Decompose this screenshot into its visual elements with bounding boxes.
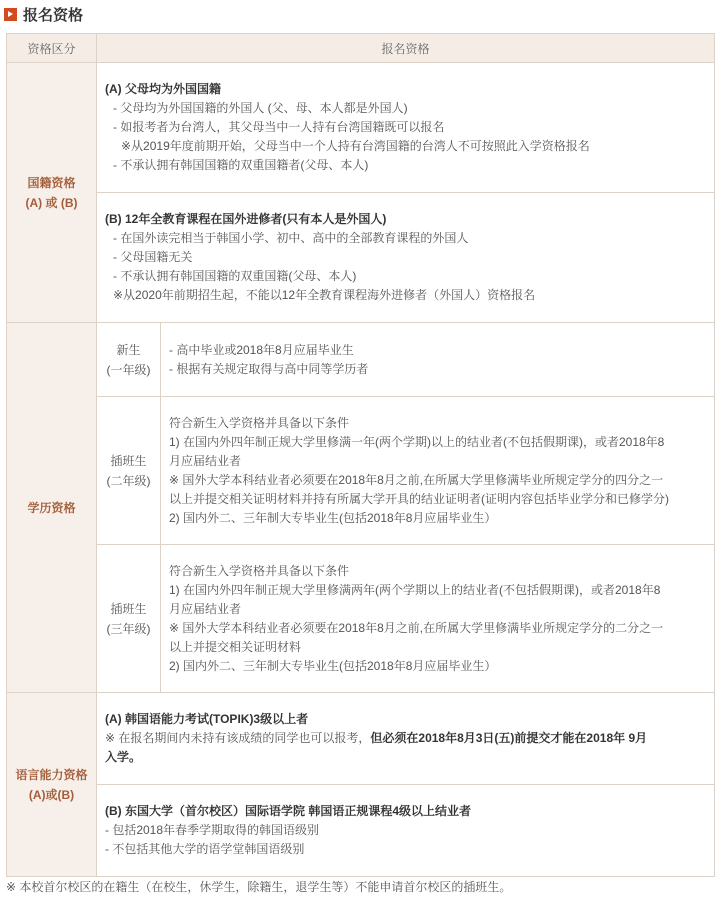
note-deadline: 但必须在2018年8月3日(五)前提交才能在2018年 9月: [370, 731, 648, 745]
category-label: 语言能力资格 (A)或(B): [15, 767, 88, 802]
table-row: [7, 323, 715, 397]
transfer2-label-cell: [97, 397, 161, 545]
nationality-a-cell: [97, 63, 715, 193]
table-row: [7, 63, 715, 193]
transfer3-label: 插班生 (三年级): [106, 601, 151, 636]
note-text: ※ 在报名期间内未持有该成绩的同学也可以报考，: [105, 731, 371, 745]
header-category: 资格区分: [7, 34, 97, 63]
text-line: ※ 国外大学本科结业者必须要在2018年8月之前,在所属大学里修满毕业所规定学分的四分之一: [169, 472, 664, 487]
table-row: [7, 193, 715, 323]
list-item: - 高中毕业或2018年8月应届毕业生: [169, 342, 354, 357]
language-a-cell: [97, 693, 715, 785]
arrow-right-icon: [4, 8, 17, 21]
list-item: - 如报考者为台湾人，其父母当中一人持有台湾国籍既可以报名: [113, 120, 445, 134]
category-language: [7, 693, 97, 877]
text-line: 符合新生入学资格并具备以下条件: [169, 563, 350, 578]
freshman-label-cell: [97, 323, 161, 397]
text-line: 以上并提交相关证明材料并持有所属大学开具的结业证明者(证明内容包括毕业学分和已修学分): [169, 491, 669, 506]
list-item: - 包括2018年春季学期取得的韩国语级别: [105, 823, 320, 837]
text-line: 以上并提交相关证明材料: [169, 639, 302, 654]
text-line: 符合新生入学资格并具备以下条件: [169, 415, 350, 430]
text-line: 2) 国内外二、三年制大专毕业生(包括2018年8月应届毕业生）: [169, 510, 497, 525]
freshman-cell: [161, 323, 715, 397]
text-line: ※ 国外大学本科结业者必须要在2018年8月之前,在所属大学里修满毕业所规定学分的二分之一: [169, 620, 664, 635]
freshman-label: 新生 (一年级): [106, 342, 151, 377]
category-label: 国籍资格 (A) 或 (B): [25, 175, 78, 210]
transfer2-label: 插班生 (二年级): [106, 453, 151, 488]
text-line: 1) 在国内外四年制正规大学里修满一年(两个学期)以上的结业者(不包括假期课)，或者2018年8: [169, 434, 665, 449]
language-a-note: [105, 729, 706, 748]
category-nationality: [7, 63, 97, 323]
footer-note: ※ 本校首尔校区的在籍生（在校生，休学生，除籍生，退学生等）不能申请首尔校区的插班生。: [6, 880, 512, 894]
list-item: - 父母国籍无关: [113, 250, 193, 264]
text-line: 月应届结业者: [169, 601, 242, 616]
eligibility-table: [6, 33, 715, 877]
transfer3-label-cell: [97, 545, 161, 693]
language-b-cell: [97, 785, 715, 877]
table-row: [7, 545, 715, 693]
list-item: ※从2020年前期招生起，不能以12年全教育课程海外进修者（外国人）资格报名: [113, 288, 536, 302]
transfer2-cell: [161, 397, 715, 545]
table-row: [7, 693, 715, 785]
table-row: [7, 397, 715, 545]
transfer3-cell: [161, 545, 715, 693]
text-line: 月应届结业者: [169, 453, 242, 468]
category-education: [7, 323, 97, 693]
language-a-heading: (A) 韩国语能力考试(TOPIK)3级以上者: [105, 712, 309, 726]
header-eligibility: 报名资格: [97, 34, 715, 63]
list-item: - 不承认拥有韩国国籍的双重国籍(父母、本人): [113, 269, 357, 283]
list-item: - 不包括其他大学的语学堂韩国语级别: [105, 842, 305, 856]
list-item: - 父母均为外国国籍的外国人 (父、母、本人都是外国人): [113, 101, 408, 115]
text-line: 1) 在国内外四年制正规大学里修满两年(两个学期以上的结业者(不包括假期课)，或者2018年8: [169, 582, 661, 597]
page-title: 报名资格: [23, 6, 84, 24]
list-item: - 在国外读完相当于韩国小学、初中、高中的全部教育课程的外国人: [113, 231, 469, 245]
list-item: - 根据有关规定取得与高中同等学历者: [169, 361, 369, 376]
list-item: - 不承认拥有韩国国籍的双重国籍者(父母、本人): [113, 158, 369, 172]
table-row: [7, 785, 715, 877]
note-deadline-cont: 入学。: [105, 750, 142, 764]
nationality-b-cell: [97, 193, 715, 323]
table-header-row: [7, 34, 715, 63]
nationality-a-heading: (A) 父母均为外国国籍: [105, 82, 221, 96]
category-label: 学历资格: [27, 500, 76, 515]
text-line: 2) 国内外二、三年制大专毕业生(包括2018年8月应届毕业生）: [169, 658, 497, 673]
section-title: [4, 4, 83, 24]
nationality-b-heading: (B) 12年全教育课程在国外进修者(只有本人是外国人): [105, 212, 387, 226]
language-b-heading: (B) 东国大学（首尔校区）国际语学院 韩国语正规课程4级以上结业者: [105, 804, 472, 818]
list-item: ※从2019年度前期开始，父母当中一个人持有台湾国籍的台湾人不可按照此入学资格报名: [121, 139, 590, 153]
